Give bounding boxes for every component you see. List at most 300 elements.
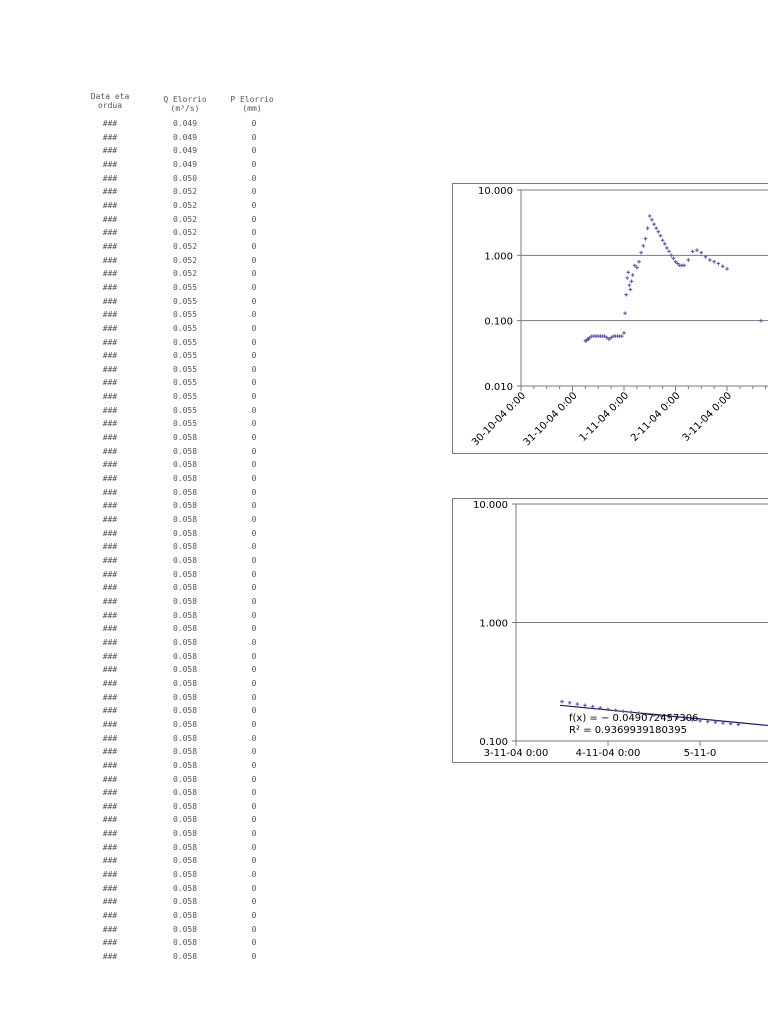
cell-q: 0.050 (172, 173, 198, 183)
cell-date: ### (102, 241, 118, 251)
cell-p: 0 (251, 269, 257, 279)
data-point (676, 262, 680, 266)
cell-q: 0.058 (172, 542, 198, 552)
table-row (80, 351, 290, 365)
cell-q: 0.055 (172, 364, 198, 374)
table-row (80, 146, 290, 160)
cell-q: 0.058 (172, 624, 198, 634)
cell-p: 0 (251, 911, 257, 921)
data-point (560, 700, 564, 704)
cell-q: 0.055 (172, 405, 198, 415)
header-q (152, 95, 218, 113)
data-point (725, 267, 729, 271)
table-row (80, 392, 290, 406)
discharge-chart-svg (453, 184, 768, 453)
header-p-line2: (mm) (242, 104, 262, 113)
cell-q: 0.058 (172, 596, 198, 606)
cell-p: 0 (251, 624, 257, 634)
cell-p: 0 (251, 337, 257, 347)
cell-date: ### (102, 719, 118, 729)
cell-date: ### (102, 337, 118, 347)
cell-date: ### (102, 405, 118, 415)
cell-q: 0.058 (172, 870, 198, 880)
cell-p: 0 (251, 801, 257, 811)
cell-p: 0 (251, 856, 257, 866)
y-tick-label: 1.000 (479, 618, 508, 630)
data-point (623, 311, 627, 315)
data-point (648, 214, 652, 218)
cell-date: ### (102, 856, 118, 866)
data-point (665, 246, 669, 250)
table-row (80, 515, 290, 529)
cell-q: 0.058 (172, 911, 198, 921)
cell-q: 0.055 (172, 419, 198, 429)
data-point (635, 266, 639, 270)
table-row (80, 925, 290, 939)
cell-date: ### (102, 692, 118, 702)
table-row (80, 693, 290, 707)
cell-q: 0.058 (172, 706, 198, 716)
data-point (659, 234, 663, 238)
cell-p: 0 (251, 637, 257, 647)
cell-date: ### (102, 310, 118, 320)
cell-date: ### (102, 760, 118, 770)
cell-date: ### (102, 200, 118, 210)
table-row (80, 297, 290, 311)
cell-p: 0 (251, 610, 257, 620)
cell-date: ### (102, 392, 118, 402)
cell-q: 0.058 (172, 938, 198, 948)
table-row (80, 570, 290, 584)
cell-q: 0.049 (172, 132, 198, 142)
cell-p: 0 (251, 378, 257, 388)
table-row (80, 310, 290, 324)
data-point (663, 242, 667, 246)
cell-q: 0.058 (172, 487, 198, 497)
table-row (80, 501, 290, 515)
cell-q: 0.049 (172, 159, 198, 169)
data-point (667, 250, 671, 254)
cell-q: 0.049 (172, 146, 198, 156)
cell-p: 0 (251, 815, 257, 825)
data-point (637, 260, 641, 264)
table-row (80, 897, 290, 911)
cell-date: ### (102, 323, 118, 333)
cell-p: 0 (251, 501, 257, 511)
cell-q: 0.052 (172, 269, 198, 279)
cell-q: 0.052 (172, 228, 198, 238)
cell-q: 0.058 (172, 665, 198, 675)
cell-p: 0 (251, 405, 257, 415)
cell-q: 0.058 (172, 952, 198, 962)
x-tick-label: 2-11-04 0:00 (629, 390, 683, 444)
table-row (80, 283, 290, 297)
cell-q: 0.058 (172, 474, 198, 484)
cell-date: ### (102, 637, 118, 647)
cell-date: ### (102, 651, 118, 661)
cell-q: 0.055 (172, 378, 198, 388)
table-row (80, 775, 290, 789)
x-tick-label: 30-10-04 0:00 (470, 390, 529, 449)
cell-q: 0.058 (172, 637, 198, 647)
table-row (80, 597, 290, 611)
data-point (699, 251, 703, 255)
cell-p: 0 (251, 310, 257, 320)
cell-date: ### (102, 624, 118, 634)
cell-date: ### (102, 938, 118, 948)
data-point (576, 702, 580, 706)
cell-q: 0.052 (172, 200, 198, 210)
cell-q: 0.058 (172, 501, 198, 511)
table-row (80, 679, 290, 693)
cell-date: ### (102, 665, 118, 675)
cell-q: 0.058 (172, 678, 198, 688)
table-row (80, 460, 290, 474)
table-row (80, 133, 290, 147)
table-row (80, 324, 290, 338)
recession-chart (452, 498, 768, 763)
y-tick-label: 10.000 (473, 500, 508, 511)
cell-q: 0.055 (172, 323, 198, 333)
table-row (80, 652, 290, 666)
table-row (80, 488, 290, 502)
discharge-chart (452, 183, 768, 454)
table-row (80, 187, 290, 201)
data-point (625, 276, 629, 280)
header-date-line2: ordua (97, 101, 123, 110)
x-tick-label: 3-11-04 0:00 (680, 390, 735, 444)
cell-p: 0 (251, 569, 257, 579)
cell-date: ### (102, 460, 118, 470)
trendline-equation: f(x) = − 0.049072457306 (569, 713, 699, 724)
cell-q: 0.058 (172, 733, 198, 743)
table-row (80, 884, 290, 898)
data-point (630, 280, 634, 284)
data-point (614, 708, 618, 712)
cell-q: 0.058 (172, 924, 198, 934)
x-tick-label: 31-10-04 0:00 (521, 390, 580, 449)
data-point (717, 262, 721, 266)
header-q-line2: (m³/s) (170, 104, 200, 113)
cell-p: 0 (251, 119, 257, 128)
table-row (80, 338, 290, 352)
cell-p: 0 (251, 474, 257, 484)
data-point (629, 288, 633, 292)
data-point (622, 331, 626, 335)
table-row (80, 802, 290, 816)
cell-date: ### (102, 911, 118, 921)
data-point (631, 273, 635, 277)
table-row (80, 843, 290, 857)
cell-date: ### (102, 528, 118, 538)
cell-date: ### (102, 255, 118, 265)
cell-q: 0.058 (172, 897, 198, 907)
cell-q: 0.058 (172, 515, 198, 525)
cell-date: ### (102, 883, 118, 893)
cell-q: 0.055 (172, 296, 198, 306)
cell-date: ### (102, 433, 118, 443)
cell-date: ### (102, 583, 118, 593)
table-row (80, 624, 290, 638)
cell-q: 0.052 (172, 214, 198, 224)
cell-date: ### (102, 515, 118, 525)
cell-date: ### (102, 774, 118, 784)
cell-date: ### (102, 119, 118, 128)
cell-p: 0 (251, 651, 257, 661)
cell-p: 0 (251, 146, 257, 156)
cell-p: 0 (251, 433, 257, 443)
cell-q: 0.058 (172, 651, 198, 661)
table-row (80, 583, 290, 597)
data-point (682, 264, 686, 268)
table-row (80, 433, 290, 447)
cell-p: 0 (251, 870, 257, 880)
cell-q: 0.058 (172, 556, 198, 565)
cell-q: 0.058 (172, 883, 198, 893)
header-p (222, 95, 282, 113)
cell-p: 0 (251, 542, 257, 552)
cell-p: 0 (251, 556, 257, 565)
cell-date: ### (102, 364, 118, 374)
cell-p: 0 (251, 214, 257, 224)
cell-q: 0.055 (172, 282, 198, 292)
cell-p: 0 (251, 241, 257, 251)
cell-date: ### (102, 501, 118, 511)
table-row (80, 160, 290, 174)
data-point (646, 226, 650, 230)
cell-date: ### (102, 296, 118, 306)
cell-q: 0.058 (172, 760, 198, 770)
table-body (80, 119, 290, 966)
cell-p: 0 (251, 296, 257, 306)
cell-date: ### (102, 173, 118, 183)
table-row (80, 815, 290, 829)
data-point (691, 250, 695, 254)
cell-date: ### (102, 187, 118, 197)
data-point (620, 334, 624, 338)
header-date-line1: Data eta (90, 92, 130, 101)
cell-date: ### (102, 610, 118, 620)
cell-date: ### (102, 678, 118, 688)
cell-date: ### (102, 596, 118, 606)
cell-date: ### (102, 132, 118, 142)
table-row (80, 256, 290, 270)
table-row (80, 242, 290, 256)
cell-date: ### (102, 924, 118, 934)
cell-date: ### (102, 897, 118, 907)
table-row (80, 529, 290, 543)
data-point (650, 218, 654, 222)
table-row (80, 201, 290, 215)
cell-q: 0.052 (172, 241, 198, 251)
x-tick-label: 1-11-04 0:00 (577, 390, 632, 444)
table-row (80, 419, 290, 433)
cell-date: ### (102, 159, 118, 169)
data-point (568, 701, 572, 705)
data-point (633, 264, 637, 268)
table-row (80, 706, 290, 720)
cell-q: 0.058 (172, 801, 198, 811)
cell-q: 0.058 (172, 460, 198, 470)
table-row (80, 734, 290, 748)
cell-q: 0.055 (172, 351, 198, 361)
cell-date: ### (102, 474, 118, 484)
data-point (721, 264, 725, 268)
table-row (80, 856, 290, 870)
table-row (80, 119, 290, 133)
data-point (626, 270, 630, 274)
data-point (642, 244, 646, 248)
data-point (674, 260, 678, 264)
data-point (687, 258, 691, 262)
cell-p: 0 (251, 788, 257, 798)
cell-p: 0 (251, 897, 257, 907)
cell-p: 0 (251, 706, 257, 716)
cell-p: 0 (251, 596, 257, 606)
table-row (80, 542, 290, 556)
cell-p: 0 (251, 446, 257, 456)
cell-p: 0 (251, 159, 257, 169)
table-row (80, 556, 290, 570)
cell-p: 0 (251, 733, 257, 743)
data-point (624, 293, 628, 297)
cell-p: 0 (251, 200, 257, 210)
cell-date: ### (102, 706, 118, 716)
data-point (639, 251, 643, 255)
table-row (80, 474, 290, 488)
cell-q: 0.052 (172, 187, 198, 197)
cell-p: 0 (251, 719, 257, 729)
cell-date: ### (102, 214, 118, 224)
cell-p: 0 (251, 419, 257, 429)
cell-date: ### (102, 556, 118, 565)
cell-q: 0.058 (172, 446, 198, 456)
data-point (661, 238, 665, 242)
cell-date: ### (102, 747, 118, 757)
cell-q: 0.058 (172, 528, 198, 538)
cell-q: 0.058 (172, 583, 198, 593)
cell-p: 0 (251, 952, 257, 962)
cell-p: 0 (251, 173, 257, 183)
cell-q: 0.049 (172, 119, 198, 128)
cell-p: 0 (251, 938, 257, 948)
cell-q: 0.052 (172, 255, 198, 265)
table-row (80, 611, 290, 625)
y-tick-label: 0.100 (479, 737, 508, 748)
cell-date: ### (102, 733, 118, 743)
table-row (80, 665, 290, 679)
data-point (695, 248, 699, 252)
cell-p: 0 (251, 351, 257, 361)
cell-date: ### (102, 228, 118, 238)
data-point (759, 319, 763, 323)
data-point (644, 237, 648, 241)
cell-date: ### (102, 542, 118, 552)
table-row (80, 938, 290, 952)
table-row (80, 720, 290, 734)
cell-q: 0.058 (172, 610, 198, 620)
cell-q: 0.055 (172, 310, 198, 320)
data-point (583, 704, 587, 708)
x-tick-label: 3-11-04 0:00 (483, 748, 549, 759)
y-tick-label: 0.100 (484, 316, 513, 328)
cell-q: 0.058 (172, 433, 198, 443)
cell-p: 0 (251, 747, 257, 757)
cell-p: 0 (251, 515, 257, 525)
cell-p: 0 (251, 774, 257, 784)
header-p-line1: P Elorrio (230, 95, 274, 104)
cell-p: 0 (251, 487, 257, 497)
cell-q: 0.058 (172, 719, 198, 729)
cell-q: 0.058 (172, 569, 198, 579)
cell-p: 0 (251, 364, 257, 374)
x-tick-label: 4-11-04 0:00 (575, 748, 641, 759)
cell-date: ### (102, 269, 118, 279)
cell-p: 0 (251, 323, 257, 333)
y-tick-label: 10.000 (478, 186, 513, 197)
table-row (80, 638, 290, 652)
table-row (80, 269, 290, 283)
cell-p: 0 (251, 528, 257, 538)
cell-date: ### (102, 146, 118, 156)
table-row (80, 447, 290, 461)
cell-p: 0 (251, 692, 257, 702)
cell-date: ### (102, 801, 118, 811)
cell-date: ### (102, 829, 118, 839)
cell-date: ### (102, 419, 118, 429)
cell-q: 0.058 (172, 747, 198, 757)
cell-date: ### (102, 569, 118, 579)
cell-date: ### (102, 788, 118, 798)
data-point (652, 222, 656, 226)
table-row (80, 788, 290, 802)
cell-p: 0 (251, 392, 257, 402)
cell-p: 0 (251, 460, 257, 470)
table-row (80, 911, 290, 925)
cell-p: 0 (251, 842, 257, 852)
recession-chart-svg (453, 499, 768, 762)
header-date (80, 92, 140, 110)
cell-date: ### (102, 487, 118, 497)
cell-q: 0.058 (172, 842, 198, 852)
cell-q: 0.058 (172, 692, 198, 702)
cell-q: 0.058 (172, 829, 198, 839)
cell-p: 0 (251, 228, 257, 238)
cell-q: 0.055 (172, 337, 198, 347)
cell-date: ### (102, 870, 118, 880)
table-row (80, 870, 290, 884)
table-row (80, 952, 290, 966)
data-point (708, 258, 712, 262)
table-row (80, 761, 290, 775)
table-row (80, 365, 290, 379)
cell-date: ### (102, 446, 118, 456)
data-point (628, 283, 632, 287)
table-row (80, 378, 290, 392)
y-tick-label: 1.000 (484, 251, 513, 263)
cell-q: 0.058 (172, 774, 198, 784)
cell-p: 0 (251, 187, 257, 197)
table-row (80, 228, 290, 242)
cell-p: 0 (251, 924, 257, 934)
cell-date: ### (102, 378, 118, 388)
data-point (712, 260, 716, 264)
data-point (657, 230, 661, 234)
table-row (80, 215, 290, 229)
cell-date: ### (102, 351, 118, 361)
data-point (669, 254, 673, 258)
data-point (654, 226, 658, 230)
